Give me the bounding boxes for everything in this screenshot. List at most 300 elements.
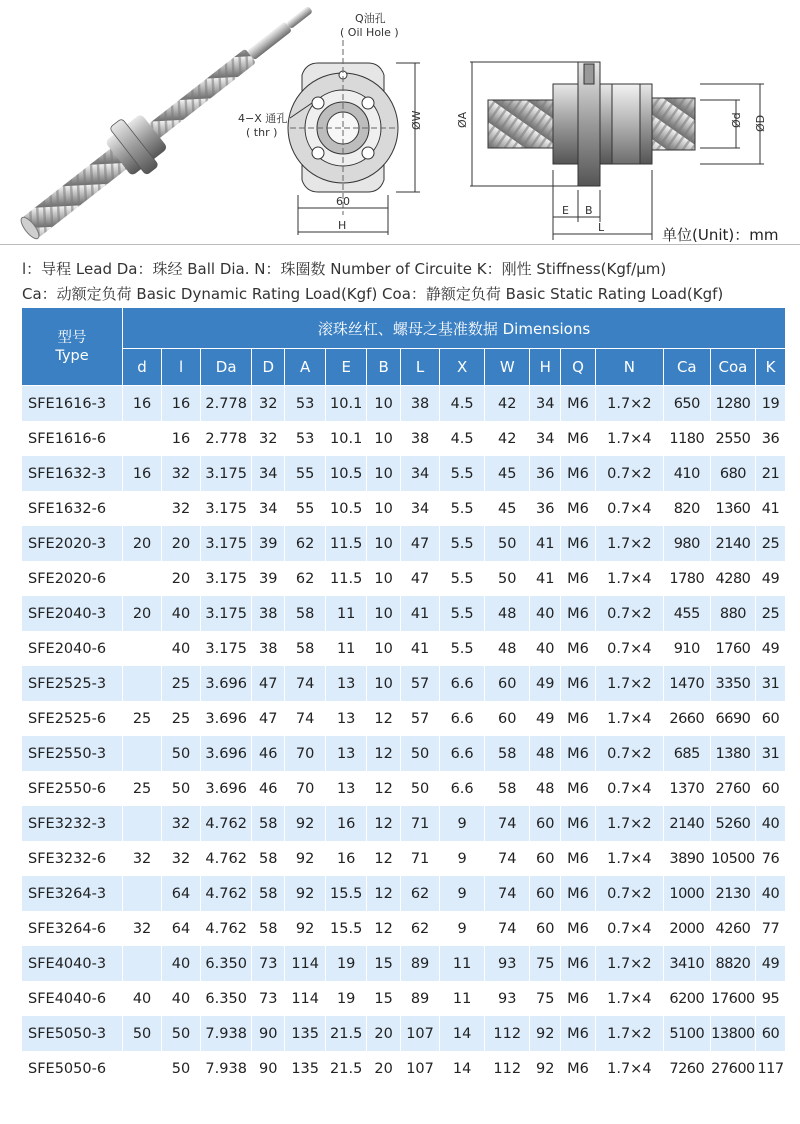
table-cell: 5.5 (440, 631, 485, 666)
nut-front-view (288, 40, 420, 235)
type-cell: SFE3264-3 (22, 876, 123, 911)
table-cell: M6 (561, 946, 596, 981)
table-cell: 10.5 (326, 491, 367, 526)
table-cell: 64 (162, 911, 201, 946)
table-cell: 3350 (710, 666, 755, 701)
table-cell: 64 (162, 876, 201, 911)
table-cell: 10 (367, 666, 401, 701)
table-cell: 76 (756, 841, 786, 876)
column-header: A (285, 349, 326, 386)
table-cell: 50 (162, 736, 201, 771)
table-cell: 58 (485, 736, 530, 771)
nut-side-view (470, 62, 764, 240)
oil-hole-en-label: ( Oil Hole ) (340, 26, 399, 39)
table-cell: 47 (252, 666, 285, 701)
table-cell: 31 (756, 666, 786, 701)
table-cell: 1180 (663, 421, 710, 456)
table-cell: 48 (530, 771, 561, 806)
table-cell: 1.7×2 (595, 806, 663, 841)
type-cell: SFE3232-3 (22, 806, 123, 841)
table-cell: 10 (367, 386, 401, 422)
type-cell: SFE5050-6 (22, 1051, 123, 1086)
table-cell: 47 (401, 526, 440, 561)
table-cell: 1380 (710, 736, 755, 771)
table-cell: 92 (285, 841, 326, 876)
divider (0, 244, 800, 245)
table-cell: 12 (367, 806, 401, 841)
table-cell: 50 (401, 771, 440, 806)
type-cell: SFE1632-3 (22, 456, 123, 491)
table-cell: 5100 (663, 1016, 710, 1051)
table-cell (123, 666, 162, 701)
table-cell: M6 (561, 526, 596, 561)
table-cell: 25 (123, 771, 162, 806)
table-cell (123, 491, 162, 526)
table-cell: 3.696 (201, 701, 252, 736)
table-cell: 1000 (663, 876, 710, 911)
dim-d-label: Ød (730, 112, 743, 128)
table-row (22, 736, 786, 771)
table-cell: 10.5 (326, 456, 367, 491)
table-cell: 13 (326, 771, 367, 806)
table-cell: 16 (123, 456, 162, 491)
table-cell: 7.938 (201, 1016, 252, 1051)
type-header-cn: 型号 (57, 329, 87, 346)
dim-h-label: H (338, 219, 347, 232)
thru-hole-en-label: ( thr ) (246, 126, 278, 139)
table-cell: 1.7×4 (595, 981, 663, 1016)
table-cell: 60 (756, 771, 786, 806)
table-cell: M6 (561, 701, 596, 736)
table-cell: 3.175 (201, 491, 252, 526)
table-cell: 50 (162, 1016, 201, 1051)
table-row (22, 666, 786, 701)
type-cell: SFE2040-6 (22, 631, 123, 666)
table-cell: 73 (252, 946, 285, 981)
table-cell: 3.175 (201, 596, 252, 631)
table-cell: 40 (162, 596, 201, 631)
table-cell: 8820 (710, 946, 755, 981)
table-cell: M6 (561, 876, 596, 911)
table-cell: 410 (663, 456, 710, 491)
table-cell (123, 946, 162, 981)
table-cell: 5260 (710, 806, 755, 841)
table-cell: 19 (326, 981, 367, 1016)
table-cell: 60 (530, 806, 561, 841)
table-cell: 980 (663, 526, 710, 561)
table-cell: 53 (285, 421, 326, 456)
table-cell: 5.5 (440, 526, 485, 561)
type-cell: SFE2020-3 (22, 526, 123, 561)
table-cell: 3.696 (201, 771, 252, 806)
table-cell: 6.6 (440, 736, 485, 771)
dim-l-label: L (598, 221, 605, 234)
table-cell: M6 (561, 561, 596, 596)
column-header: Da (201, 349, 252, 386)
table-cell: 11 (440, 981, 485, 1016)
table-cell: 15 (367, 981, 401, 1016)
table-cell: 135 (285, 1016, 326, 1051)
table-cell: 48 (530, 736, 561, 771)
dim-60-label: 60 (336, 195, 350, 208)
table-cell: 4.762 (201, 876, 252, 911)
table-cell: 31 (756, 736, 786, 771)
table-cell: 20 (162, 561, 201, 596)
table-cell: 20 (162, 526, 201, 561)
type-cell: SFE3264-6 (22, 911, 123, 946)
table-cell: 60 (530, 876, 561, 911)
table-cell (123, 806, 162, 841)
table-cell: 71 (401, 806, 440, 841)
column-header: W (485, 349, 530, 386)
table-cell: 2140 (710, 526, 755, 561)
type-cell: SFE2550-3 (22, 736, 123, 771)
table-cell: 117 (756, 1051, 786, 1086)
type-cell: SFE4040-6 (22, 981, 123, 1016)
table-cell: 38 (401, 386, 440, 422)
table-cell: 107 (401, 1016, 440, 1051)
table-cell: 41 (401, 596, 440, 631)
table-cell: 16 (326, 806, 367, 841)
table-cell: 13 (326, 701, 367, 736)
table-cell: 1.7×4 (595, 701, 663, 736)
table-cell: 34 (401, 456, 440, 491)
table-cell: 62 (285, 561, 326, 596)
table-cell: M6 (561, 806, 596, 841)
table-cell: 49 (756, 631, 786, 666)
table-cell: 5.5 (440, 456, 485, 491)
table-cell: 6200 (663, 981, 710, 1016)
unit-label: 单位(Unit)：mm (662, 226, 779, 244)
table-cell: 10 (367, 526, 401, 561)
table-cell: 25 (162, 701, 201, 736)
column-header: D (252, 349, 285, 386)
table-cell: 92 (285, 806, 326, 841)
table-cell: 11 (326, 596, 367, 631)
table-cell: 49 (530, 666, 561, 701)
table-cell: 32 (162, 806, 201, 841)
column-header: Coa (710, 349, 755, 386)
table-cell: 74 (285, 666, 326, 701)
table-cell: 32 (162, 841, 201, 876)
table-cell: 3.175 (201, 631, 252, 666)
table-cell: 1.7×2 (595, 386, 663, 422)
table-cell: 0.7×4 (595, 911, 663, 946)
oil-hole-label: Q油孔 (355, 12, 386, 25)
table-cell: 12 (367, 701, 401, 736)
table-row (22, 911, 786, 946)
table-cell: 62 (401, 911, 440, 946)
type-cell: SFE2550-6 (22, 771, 123, 806)
table-cell: 41 (530, 561, 561, 596)
table-cell: 38 (252, 596, 285, 631)
table-cell: 62 (401, 876, 440, 911)
table-cell: 10 (367, 631, 401, 666)
table-cell: 53 (285, 386, 326, 422)
table-cell: 1780 (663, 561, 710, 596)
dimensions-header: 滚珠丝杠、螺母之基准数据 Dimensions (123, 308, 786, 349)
table-cell: 680 (710, 456, 755, 491)
table-cell: 20 (367, 1016, 401, 1051)
table-cell: 40 (756, 876, 786, 911)
technical-drawings (0, 0, 800, 245)
table-cell: 41 (756, 491, 786, 526)
table-cell: 2.778 (201, 421, 252, 456)
table-cell: 40 (530, 596, 561, 631)
table-cell: 62 (285, 526, 326, 561)
table-cell: 74 (485, 806, 530, 841)
table-cell: 40 (123, 981, 162, 1016)
table-cell: 55 (285, 491, 326, 526)
table-cell: 50 (162, 771, 201, 806)
table-cell: 45 (485, 491, 530, 526)
table-cell: 34 (401, 491, 440, 526)
table-cell: 12 (367, 911, 401, 946)
table-cell: M6 (561, 841, 596, 876)
type-cell: SFE5050-3 (22, 1016, 123, 1051)
table-cell: 2000 (663, 911, 710, 946)
column-header: B (367, 349, 401, 386)
table-cell: 3410 (663, 946, 710, 981)
table-cell: 14 (440, 1051, 485, 1086)
table-cell: 0.7×2 (595, 876, 663, 911)
table-cell: 3.175 (201, 561, 252, 596)
table-cell: 36 (756, 421, 786, 456)
table-cell: M6 (561, 491, 596, 526)
table-cell: 5.5 (440, 561, 485, 596)
table-cell: 89 (401, 946, 440, 981)
table-cell: 36 (530, 491, 561, 526)
table-cell: 19 (326, 946, 367, 981)
legend-line-1: l：导程 Lead Da：珠经 Ball Dia. N：珠圈数 Number of Circuite K：刚性 Stiffness(Kgf/μm) (22, 260, 667, 278)
table-cell: 3890 (663, 841, 710, 876)
table-row (22, 456, 786, 491)
table-cell: 20 (123, 526, 162, 561)
table-cell: 58 (252, 806, 285, 841)
table-cell: 38 (401, 421, 440, 456)
table-cell: 5.5 (440, 596, 485, 631)
table-cell: 55 (285, 456, 326, 491)
table-cell: 89 (401, 981, 440, 1016)
table-cell: 38 (252, 631, 285, 666)
table-cell: 27600 (710, 1051, 755, 1086)
table-cell: 70 (285, 736, 326, 771)
table-cell: 34 (252, 491, 285, 526)
table-cell: 14 (440, 1016, 485, 1051)
table-cell: 32 (252, 386, 285, 422)
column-header: L (401, 349, 440, 386)
table-cell: 32 (252, 421, 285, 456)
dim-w-label: ØW (410, 110, 423, 130)
table-cell: 6.350 (201, 981, 252, 1016)
table-cell: 112 (485, 1051, 530, 1086)
type-cell: SFE1616-6 (22, 421, 123, 456)
table-cell: 95 (756, 981, 786, 1016)
table-cell: 60 (530, 911, 561, 946)
column-header-row (22, 349, 786, 386)
table-cell: M6 (561, 596, 596, 631)
table-cell: 6.6 (440, 701, 485, 736)
column-header: Ca (663, 349, 710, 386)
table-cell: 74 (285, 701, 326, 736)
table-cell: 34 (530, 421, 561, 456)
table-cell: 45 (485, 456, 530, 491)
table-cell: 4260 (710, 911, 755, 946)
table-cell: 20 (123, 596, 162, 631)
table-cell: 60 (530, 841, 561, 876)
table-cell: 3.175 (201, 526, 252, 561)
table-cell: 50 (162, 1051, 201, 1086)
spec-table-body (22, 386, 786, 1087)
table-cell: 32 (162, 456, 201, 491)
table-cell: 5.5 (440, 491, 485, 526)
table-cell: 32 (123, 841, 162, 876)
table-row (22, 1051, 786, 1086)
table-cell: 107 (401, 1051, 440, 1086)
table-row (22, 806, 786, 841)
table-cell (123, 736, 162, 771)
table-cell: 16 (123, 386, 162, 422)
table-cell: 90 (252, 1051, 285, 1086)
table-cell: 58 (285, 631, 326, 666)
type-cell: SFE2040-3 (22, 596, 123, 631)
column-header: H (530, 349, 561, 386)
table-cell: 48 (485, 631, 530, 666)
table-cell: 4.762 (201, 806, 252, 841)
type-cell: SFE4040-3 (22, 946, 123, 981)
table-cell: 10 (367, 491, 401, 526)
table-cell: M6 (561, 1051, 596, 1086)
dim-b-label: B (585, 204, 593, 217)
table-cell: 42 (485, 421, 530, 456)
table-cell: 13 (326, 666, 367, 701)
table-cell: 1.7×4 (595, 841, 663, 876)
table-cell: 820 (663, 491, 710, 526)
table-cell: 40 (162, 981, 201, 1016)
legend-line-2: Ca：动额定负荷 Basic Dynamic Rating Load(Kgf) Coa：静额定负荷 Basic Static Rating Load(Kgf) (22, 285, 724, 303)
table-cell: M6 (561, 771, 596, 806)
table-cell: 25 (162, 666, 201, 701)
table-cell: 4280 (710, 561, 755, 596)
table-cell: 1.7×4 (595, 561, 663, 596)
table-cell: 12 (367, 736, 401, 771)
table-cell: 1.7×4 (595, 421, 663, 456)
table-cell (123, 421, 162, 456)
table-cell: 9 (440, 911, 485, 946)
table-cell: 685 (663, 736, 710, 771)
table-cell: 77 (756, 911, 786, 946)
table-cell: 32 (162, 491, 201, 526)
table-cell: 4.762 (201, 911, 252, 946)
table-row (22, 596, 786, 631)
table-cell: 2130 (710, 876, 755, 911)
table-cell: 57 (401, 701, 440, 736)
table-cell: 1.7×2 (595, 526, 663, 561)
table-cell: 10 (367, 561, 401, 596)
table-cell: 60 (485, 666, 530, 701)
table-cell: 75 (530, 981, 561, 1016)
table-cell: 58 (252, 841, 285, 876)
table-cell: 0.7×4 (595, 631, 663, 666)
table-cell: 114 (285, 946, 326, 981)
table-row (22, 491, 786, 526)
table-cell: 19 (756, 386, 786, 422)
table-cell: M6 (561, 386, 596, 422)
table-cell: 10.1 (326, 421, 367, 456)
table-cell: 880 (710, 596, 755, 631)
table-cell: 12 (367, 841, 401, 876)
table-cell: 2.778 (201, 386, 252, 422)
table-cell: M6 (561, 1016, 596, 1051)
table-cell: 1.7×2 (595, 1016, 663, 1051)
table-cell: 10.1 (326, 386, 367, 422)
table-cell: M6 (561, 421, 596, 456)
table-cell: 0.7×2 (595, 456, 663, 491)
table-cell: 75 (530, 946, 561, 981)
type-cell: SFE1616-3 (22, 386, 123, 422)
table-cell: M6 (561, 911, 596, 946)
table-cell: 32 (123, 911, 162, 946)
table-cell: 114 (285, 981, 326, 1016)
table-cell: 21.5 (326, 1051, 367, 1086)
table-cell: 39 (252, 526, 285, 561)
table-cell: M6 (561, 981, 596, 1016)
table-cell: 21.5 (326, 1016, 367, 1051)
column-header: l (162, 349, 201, 386)
type-header (22, 308, 123, 386)
table-cell: 21 (756, 456, 786, 491)
table-cell: 112 (485, 1016, 530, 1051)
table-cell: 42 (485, 386, 530, 422)
table-cell: 47 (401, 561, 440, 596)
table-cell: 11 (326, 631, 367, 666)
table-row (22, 561, 786, 596)
table-cell (123, 876, 162, 911)
table-cell: 41 (530, 526, 561, 561)
table-cell: M6 (561, 736, 596, 771)
table-cell: 3.696 (201, 736, 252, 771)
table-cell: 13800 (710, 1016, 755, 1051)
table-cell: 2660 (663, 701, 710, 736)
table-cell: 60 (756, 1016, 786, 1051)
column-header: X (440, 349, 485, 386)
table-cell: 50 (123, 1016, 162, 1051)
table-cell: 6690 (710, 701, 755, 736)
table-row (22, 386, 786, 422)
table-cell: 41 (401, 631, 440, 666)
table-cell: 25 (123, 701, 162, 736)
table-cell: 57 (401, 666, 440, 701)
table-cell: 4.762 (201, 841, 252, 876)
spec-table (22, 308, 786, 1086)
table-cell: 74 (485, 841, 530, 876)
table-cell: 12 (367, 876, 401, 911)
table-cell: 34 (530, 386, 561, 422)
table-cell: 15 (367, 946, 401, 981)
table-cell: 4.5 (440, 386, 485, 422)
table-cell: 58 (485, 771, 530, 806)
table-cell: 71 (401, 841, 440, 876)
table-row (22, 421, 786, 456)
table-cell: 9 (440, 841, 485, 876)
table-row (22, 771, 786, 806)
table-cell: 3.175 (201, 456, 252, 491)
table-cell: 650 (663, 386, 710, 422)
table-cell (123, 561, 162, 596)
table-cell: 9 (440, 876, 485, 911)
table-cell: 11.5 (326, 561, 367, 596)
table-cell: 6.6 (440, 666, 485, 701)
